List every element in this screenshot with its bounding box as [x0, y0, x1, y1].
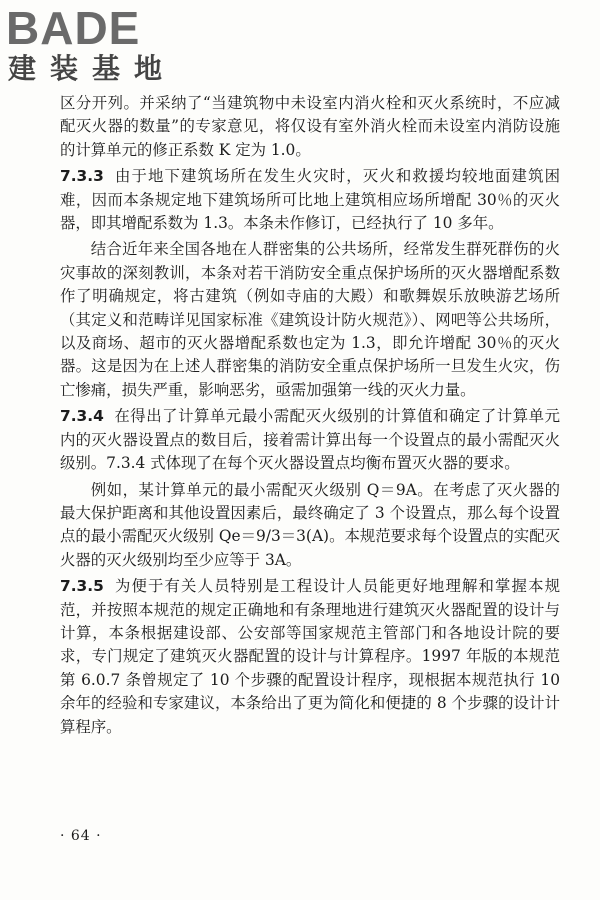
document-body — [60, 92, 560, 742]
paragraph-continuation — [60, 92, 560, 162]
paragraph-section-7-3-3 — [60, 165, 560, 235]
logo-brand-text: BADE — [6, 2, 141, 54]
section-number: 7.3.5 — [60, 577, 104, 596]
brand-logo — [6, 2, 176, 92]
paragraph-text: 结合近年来全国各地在人群密集的公共场所，经常发生群死群伤的火灾事故的深刻教训，本条对若干消防安全重点保护场所的灭火器增配系数作了明确规定，将古建筑（例如寺庙的大殿）和歌舞娱乐放映游艺场所（其定义和范畴详见国家标准《建筑设计防火规范》）、网吧等公共场所，以及商场、超市的灭火器增配系数也定为 1.3，即允许增配 30％的灭火器。这是因为在上述人群密集的消防安全重点保护场所一旦发生火灾，伤亡惨痛，损失严重，影响恶劣，亟需加强第一线的灭火力量。 — [60, 240, 560, 399]
paragraph-text: 在得出了计算单元最小需配灭火级别的计算值和确定了计算单元内的灭火器设置点的数目后，接着需计算出每一个设置点的最小需配灭火级别。7.3.4 式体现了在每个灭火器设置点均衡布置灭火器的要求。 — [60, 407, 560, 473]
paragraph-crowded-venues — [60, 238, 560, 402]
paragraph-text: 区分开列。并采纳了“当建筑物中未设室内消火栓和灭火系统时，不应减配灭火器的数量”的专家意见，将仅设有室外消火栓而未设室内消防设施的计算单元的修正系数 K 定为 1.0。 — [60, 94, 560, 159]
paragraph-section-7-3-4 — [60, 405, 560, 475]
paragraph-text: 为便于有关人员特别是工程设计人员能更好地理解和掌握本规范，并按照本规范的规定正确地和有条理地进行建筑灭火器配置的设计与计算，本条根据建设部、公安部等国家规范主管部门和各地设计院的要求，专门规定了建筑灭火器配置的设计与计算程序。1997 年版的本规范第 6.0.7 条曾规定了 10 个步骤的配置设计程序，现根据本规范执行 10 余年的经验和专家建议，本条给出了更为简化和便捷的 8 个步骤的设计计算程序。 — [60, 577, 560, 736]
page-number: · 64 · — [60, 828, 102, 844]
section-number: 7.3.3 — [60, 167, 104, 186]
paragraph-section-7-3-5 — [60, 575, 560, 739]
section-number: 7.3.4 — [60, 407, 104, 426]
paragraph-text: 例如，某计算单元的最小需配灭火级别 Q＝9A。在考虑了灭火器的最大保护距离和其他设置因素后，最终确定了 3 个设置点，那么每个设置点的最小需配灭火级别 Qe＝9/3＝3(A)。本规范要求每个设置点的实配灭火器的灭火级别均至少应等于 3A。 — [60, 480, 560, 569]
logo-subtitle: 建装基地 — [8, 52, 177, 85]
paragraph-text: 由于地下建筑场所在发生火灾时，灭火和救援均较地面建筑困难，因而本条规定地下建筑场所可比地上建筑相应场所增配 30％的灭火器，即其增配系数为 1.3。本条未作修订，已经执行了 10 多年。 — [60, 167, 560, 233]
paragraph-example — [60, 479, 560, 573]
